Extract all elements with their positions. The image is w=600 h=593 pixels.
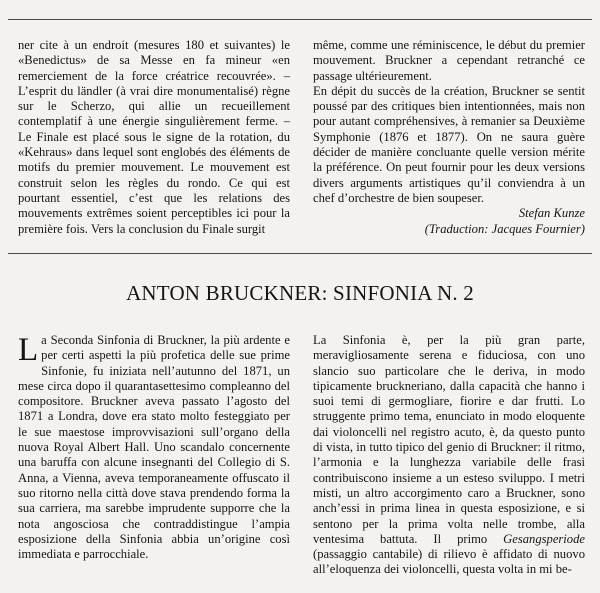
french-right-paragraph-2: En dépit du succès de la création, Bruckner se sentit poussé par des critiques bien intentionnées, mais non pour autant compréhensives, à remanier sa Deuxième Symphonie (1876 et 1877). On ne saura guère décider de manière concluante quelle version mérite la préférence. On peut fournir pour les deux versions divers arguments artistiques qu’il conviendra à un chef d’orchestre de bien soupeser. [313, 83, 585, 205]
italian-right-text-end: (passaggio cantabile) di rilievo è affidato di nuovo all’eloquenza dei violoncelli, questa volta in mi be- [313, 547, 585, 577]
section-divider [8, 253, 592, 254]
french-left-column [18, 38, 290, 237]
italian-right-column [313, 333, 585, 578]
italian-left-text: a Seconda Sinfonia di Bruckner, la più ardente e per certi aspetti la più profetica delle sue prime Sinfonie, fu iniziata nell’autunno del 1871, un mese circa dopo il quarantasettesimo compleanno del compositore. Bruckner aveva passato l’agosto del 1871 a Londra, dove era stato molto festeggiato per le sue maestose improvvisazioni sull’organo della nuova Royal Albert Hall. Uno scandalo concernente una baruffa con alcune insegnanti del Collegio di S. Anna, a Vienna, aveva temporaneamente offuscato il suo ritorno nella città dove stava prendendo forma la sua carriera, ma sarebbe imprudente supporre che la nota angosciosa che contraddistingue l’ampia esposizione della Sinfonia abbia un’origine così immediata e parrocchiale. [18, 333, 290, 562]
italian-right-paragraph [313, 333, 585, 578]
french-left-paragraph: ner cite à un endroit (mesures 180 et suivantes) le «Benedictus» de sa Messe en fa mineur «en remerciement de la force créatrice recouvrée». – L’esprit du ländler (à vrai dire monumentalisé) règne sur le Scherzo, qui allie un recueillement contemplatif à une énergie singulièrement ferme. – Le Finale est placé sous le signe de la rotation, du «Kehraus» dans lequel sont englobés des éléments de motifs du premier mouvement. Le mouvement est construit selon les règles du rondo. Ce qui est pourtant essentiel, c’est que les relations des mouvements extrêmes soient perceptibles ici pour la première fois. Vers la conclusion du Finale surgit [18, 38, 290, 236]
translation-credit: (Traduction: Jacques Fournier) [424, 221, 585, 236]
author-signature: Stefan Kunze [518, 206, 585, 221]
french-right-column [313, 38, 585, 237]
section-title: ANTON BRUCKNER: SINFONIA N. 2 [126, 281, 474, 305]
italian-left-column [18, 333, 290, 562]
italian-left-paragraph [18, 333, 290, 562]
top-divider [8, 19, 592, 20]
french-right-paragraph-1: même, comme une réminiscence, le début du premier mouvement. Bruckner a cependant retranché ce passage ultérieurement. [313, 38, 585, 83]
drop-cap: L [18, 332, 39, 368]
italian-right-text-start: La Sinfonia è, per la più gran parte, meravigliosamente serena e fiduciosa, con uno slancio suo particolare che le deriva, in modo tipicamente bruckneriano, dalla capacità che hanno i suoi temi di germogliare, fiorire e dar frutti. Lo struggente primo tema, enunciato in modo eloquente dai violoncelli nel registro acuto, è, da questo punto di vista, in tutto tipico del genio di Bruckner: il ritmo, l’armonia e la lunghezza variabile delle frasi contribuiscono insieme a un esteso sviluppo. I metri misti, un altro accorgimento caro a Bruckner, sono anch’essi in prima linea in questa esposizione, e si sentono per la prima volta nelle trombe, alla ventesima battuta. Il primo [313, 333, 585, 546]
gesangsperiode-term: Gesangsperiode [503, 531, 585, 546]
